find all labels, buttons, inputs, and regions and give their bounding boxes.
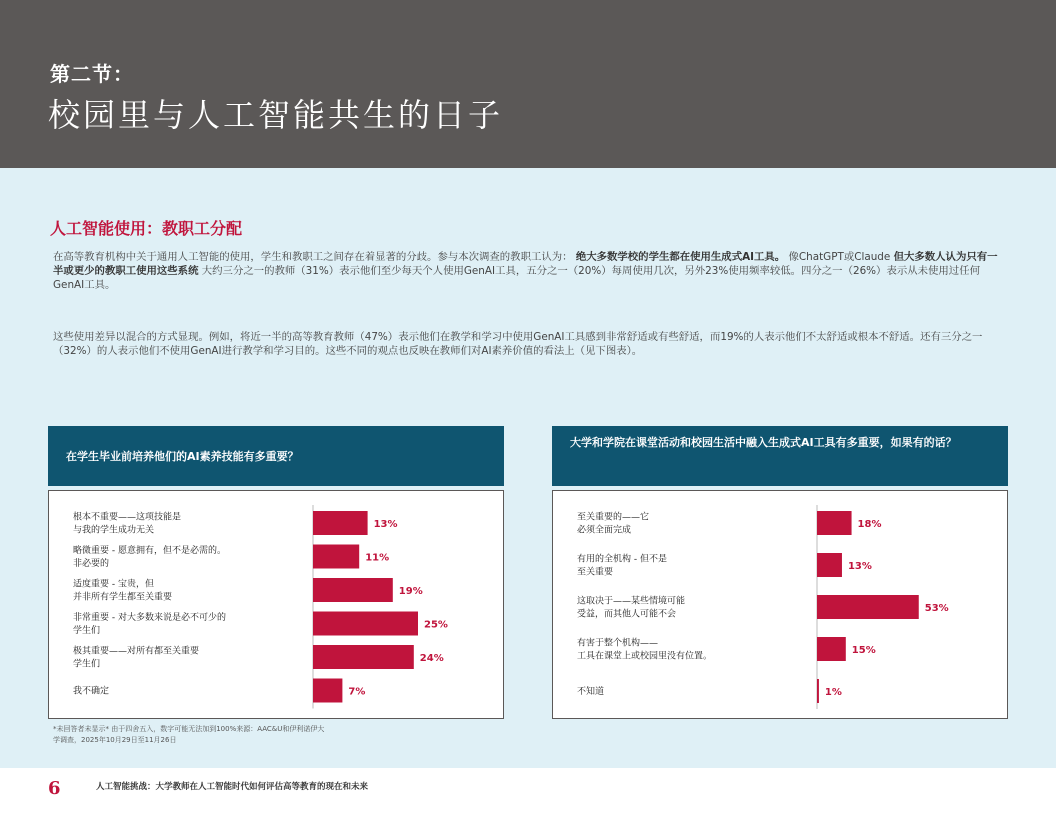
chart-2-category-label: 至关重要 xyxy=(577,567,614,578)
chart-1-category-label: 我不确定 xyxy=(73,686,110,697)
chart-1-bar xyxy=(313,545,359,569)
chart-1-value-label: 19% xyxy=(398,586,423,597)
chart-2-title: 大学和学院在课堂活动和校园生活中融入生成式AI工具有多重要，如果有的话？ xyxy=(552,426,1008,486)
chart-1-value-label: 24% xyxy=(419,653,444,664)
chart-1-bar xyxy=(313,511,368,535)
chart-1-category-label: 非必要的 xyxy=(73,559,110,569)
section-label: 第二节： xyxy=(50,62,134,86)
sub-heading: 人工智能使用：教职工分配 xyxy=(50,219,243,238)
chart-2-category-label: 受益，而其他人可能不会 xyxy=(577,609,677,620)
paragraph-2: 这些使用差异以混合的方式显现。例如，将近一半的高等教育教师（47%）表示他们在教学和学习中使用GenAI工具感到非常舒适或有些舒适，而19%的人表示他们不太舒适或根本不舒适。还有三分之一（32%）的人表示他们不使用GenAI进行教学和学习目的。这些不同的观点也反映在教师们对AI素养价值的看法上（见下图表）。 xyxy=(53,331,983,357)
section-header xyxy=(0,0,1056,168)
chart-2-bar xyxy=(817,637,846,661)
chart-1-category-label: 极其重要——对所有都至关重要 xyxy=(73,646,200,657)
chart-1-bar xyxy=(313,645,414,669)
chart-1-bar xyxy=(313,679,342,703)
chart-1-value-label: 25% xyxy=(424,619,448,631)
chart-2-category-label: 必须全面完成 xyxy=(577,525,632,536)
footnote xyxy=(53,724,383,746)
chart-1-svg xyxy=(49,491,503,718)
chart-1-bar xyxy=(313,578,393,602)
chart-2 xyxy=(552,490,1008,719)
chart-1-category-label: 非常重要 - 对大多数来说是必不可少的 xyxy=(73,613,226,623)
chart-1-value-label: 13% xyxy=(373,519,398,530)
chart-1-value-label: 7% xyxy=(348,686,366,698)
footer-text: 人工智能挑战：大学教师在人工智能时代如何评估高等教育的现在和未来 xyxy=(96,782,369,792)
chart-2-category-label: 有用的全机构 - 但不是 xyxy=(577,554,667,565)
chart-2-value-label: 18% xyxy=(857,519,882,530)
footnote-line-1: *未回答者未显示* 由于四舍五入，数字可能无法加到100%来源：AAC&U和伊利诺伊大 xyxy=(53,725,325,733)
chart-2-category-label: 工具在课堂上或校园里没有位置。 xyxy=(577,651,713,662)
page-footer xyxy=(0,768,1056,816)
paragraph-1-text-post: 大约三分之一的教师（31%）表示他们至少每天个人使用GenAI工具，五分之一（20%）每周使用几次，另外23%使用频率较低。四分之一（26%）表示从未使用过任何GenAI工具。 xyxy=(53,265,980,291)
chart-2-svg xyxy=(553,491,1007,718)
chart-1-category-label: 并非所有学生都至关重要 xyxy=(73,592,173,603)
paragraph-1 xyxy=(53,250,1003,292)
section-title: 校园里与人工智能共生的日子 xyxy=(48,96,504,134)
footnote-line-2: 学调查，2025年10月29日至11月26日 xyxy=(53,736,177,744)
chart-1-category-label: 根本不重要——这项技能是 xyxy=(73,512,182,523)
chart-2-bar xyxy=(817,679,819,703)
chart-1-bar xyxy=(313,612,418,636)
paragraph-1-text: 在高等教育机构中关于通用人工智能的使用，学生和教职工之间存在着显著的分歧。参与本次调查的教职工认为： xyxy=(53,251,573,263)
paragraph-1-bold-2: 但大多数人认为只有一半或更少的教职工使用这些系统 xyxy=(53,251,998,277)
page-number: 6 xyxy=(48,778,61,799)
chart-1-category-label: 与我的学生成功无关 xyxy=(73,525,155,536)
paragraph-1-bold-1: 绝大多数学校的学生都在使用生成式AI工具。 xyxy=(575,251,786,263)
chart-1 xyxy=(48,490,504,719)
chart-2-category-label: 不知道 xyxy=(577,687,605,697)
chart-2-category-label: 有害于整个机构—— xyxy=(577,638,659,649)
chart-2-value-label: 53% xyxy=(924,603,949,614)
chart-2-value-label: 13% xyxy=(847,561,872,572)
chart-2-bar xyxy=(817,595,919,619)
chart-2-category-label: 这取决于——某些情境可能 xyxy=(577,596,686,607)
paragraph-1-text-mid: 像ChatGPT或Claude xyxy=(788,251,891,263)
chart-2-bar xyxy=(817,553,842,577)
chart-1-value-label: 11% xyxy=(365,552,390,564)
chart-1-title: 在学生毕业前培养他们的AI素养技能有多重要？ xyxy=(48,426,504,486)
chart-1-category-label: 学生们 xyxy=(73,659,101,670)
chart-1-category-label: 略微重要 - 愿意拥有，但不是必需的。 xyxy=(73,546,226,556)
chart-2-category-label: 至关重要的——它 xyxy=(577,512,650,523)
chart-2-value-label: 15% xyxy=(851,645,876,656)
chart-1-category-label: 学生们 xyxy=(73,626,101,636)
chart-2-value-label: 1% xyxy=(824,687,842,698)
chart-2-bar xyxy=(817,511,852,535)
content-area xyxy=(0,168,1056,768)
chart-1-category-label: 适度重要 - 宝贵，但 xyxy=(73,579,154,590)
